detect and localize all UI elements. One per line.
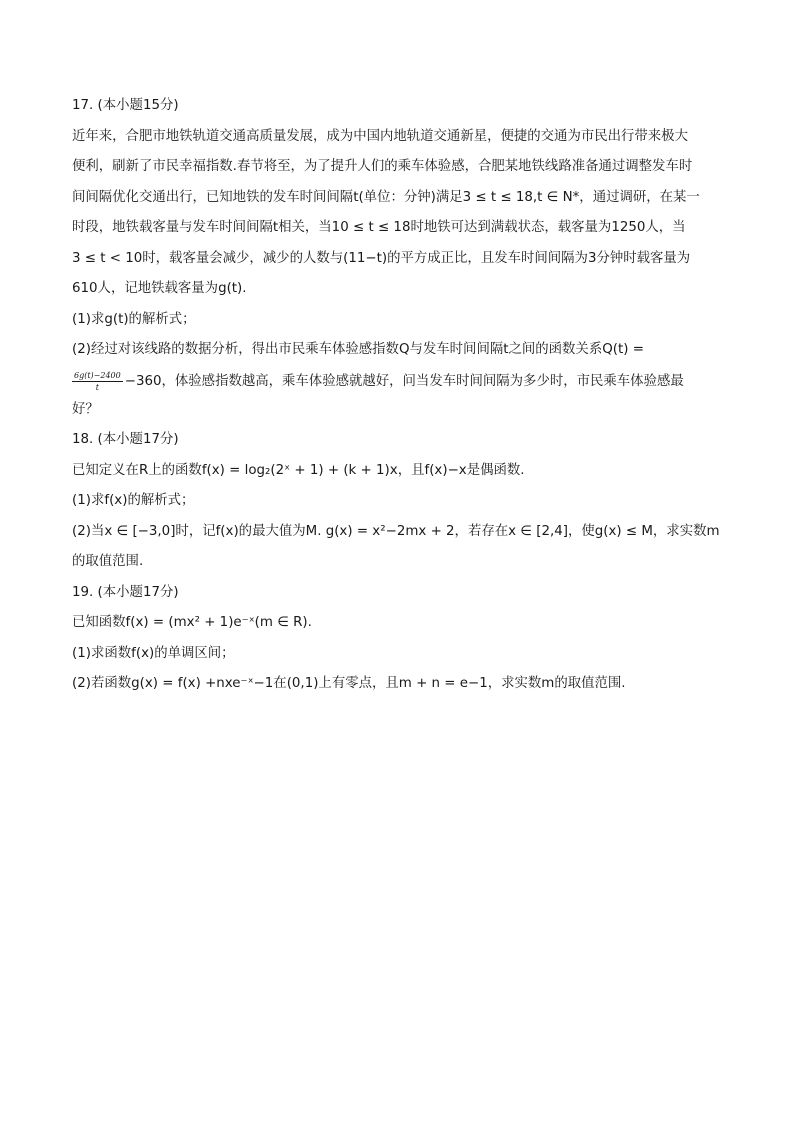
question-17-text-line-2: 便利，刷新了市民幸福指数.春节将至，为了提升人们的乘车体验感，合肥某地铁线路准备通过调整发车时 — [72, 159, 693, 174]
question-17-text-line-3: 间间隔优化交通出行，已知地铁的发车时间间隔t(单位：分钟)满足3 ≤ t ≤ 18,t ∈ N*，通过调研，在某一 — [72, 189, 700, 205]
question-19-text-line-1: 已知函数f(x) = (mx² + 1)e⁻ˣ(m ∈ R). — [72, 615, 312, 630]
question-18-part-2-line-1: (2)当x ∈ [−3,0]时，记f(x)的最大值为M. g(x) = x²−2mx + 2，若存在x ∈ [2,4]，使g(x) ≤ M，求实数m — [72, 523, 720, 539]
question-18-part-2-line-2: 的取值范围. — [72, 554, 144, 569]
question-17-text-line-5: 3 ≤ t < 10时，载客量会减少，减少的人数与(11−t)的平方成正比，且发车时间间隔为3分钟时载客量为 — [72, 250, 691, 266]
question-17-part-1: (1)求g(t)的解析式； — [72, 311, 196, 327]
question-17-text-line-6: 610人，记地铁载客量为g(t). — [72, 281, 247, 296]
question-17-text-line-4: 时段，地铁载客量与发车时间间隔t相关，当10 ≤ t ≤ 18时地铁可达到满载状态，载客量为1250人，当 — [72, 220, 686, 235]
question-19 — [72, 583, 722, 695]
fraction — [72, 371, 123, 392]
question-19-header: 19. (本小题17分) — [72, 584, 179, 600]
question-17-text-line-1: 近年来，合肥市地铁轨道交通高质量发展，成为中国内地轨道交通新星，便捷的交通为市民出行带来极大 — [72, 128, 688, 144]
question-18-part-1: (1)求f(x)的解析式； — [72, 493, 195, 508]
question-17-part-2-line-2 — [72, 371, 722, 393]
question-17-header: 17. (本小题15分) — [72, 98, 179, 113]
question-19-part-2: (2)若函数g(x) = f(x) +nxe⁻ˣ−1在(0,1)上有零点，且m + n = e−1，求实数m的取值范围. — [72, 676, 626, 691]
question-17-part-2-line-3: 好？ — [72, 401, 99, 417]
question-19-part-1: (1)求函数f(x)的单调区间； — [72, 645, 235, 661]
fraction-denominator: t — [95, 383, 99, 392]
exam-page — [72, 96, 722, 705]
question-18 — [72, 430, 722, 572]
question-18-header: 18. (本小题17分) — [72, 432, 179, 447]
question-17-part-2-continuation: −360，体验感指数越高，乘车体验感就越好，问当发车时间间隔为多少时，市民乘车体验感最 — [124, 373, 684, 389]
question-18-text-line-1: 已知定义在R上的函数f(x) = log₂(2ˣ + 1) + (k + 1)x，且f(x)−x是偶函数. — [72, 462, 525, 478]
question-17 — [72, 96, 722, 420]
fraction-numerator: 6g(t)−2400 — [74, 371, 121, 380]
question-17-part-2-line-1: (2)经过对该线路的数据分析，得出市民乘车体验感指数Q与发车时间间隔t之间的函数关系Q(t) = — [72, 342, 644, 357]
